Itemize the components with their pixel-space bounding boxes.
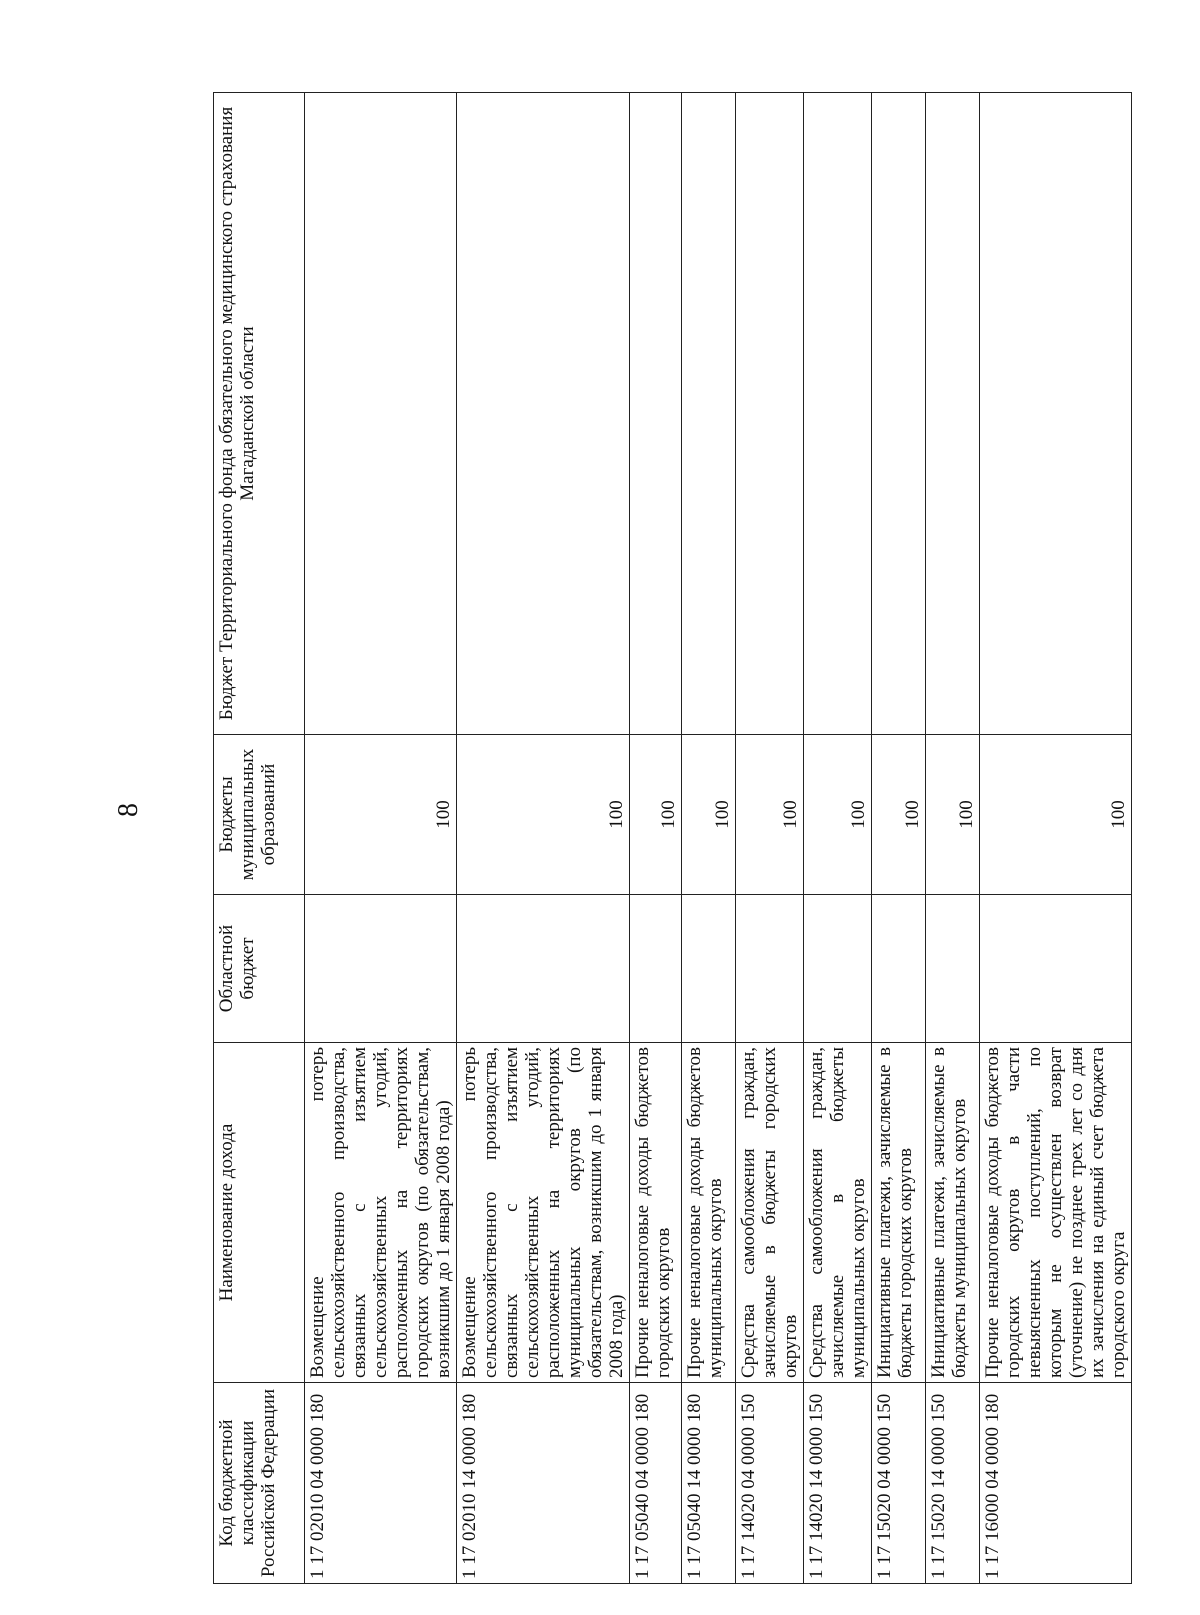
budget-code-cell: 1 17 14020 14 0000 150 (804, 1383, 872, 1584)
regional-budget-cell (872, 895, 926, 1043)
header-budget-code: Код бюджетной классификации Российской Федерации (214, 1383, 305, 1584)
table-row (630, 93, 682, 1584)
table-row (682, 93, 736, 1584)
table-row (926, 93, 980, 1584)
municipal-budget-cell: 100 (804, 735, 872, 895)
budget-code-cell: 1 17 05040 04 0000 180 (630, 1383, 682, 1584)
income-name-cell: Прочие неналоговые доходы бюджетов городских округов в части невыясненных поступлений, по которым не осуществлен возврат (уточнение) не позднее трех лет со дня их зачисления на единый счет бюджета городского округа (980, 1043, 1132, 1383)
income-name-cell: Прочие неналоговые доходы бюджетов муниципальных округов (682, 1043, 736, 1383)
tfoms-budget-cell (926, 93, 980, 735)
municipal-budget-cell: 100 (980, 735, 1132, 895)
income-name-cell: Средства самообложения граждан, зачисляемые в бюджеты городских округов (736, 1043, 804, 1383)
tfoms-budget-cell (872, 93, 926, 735)
income-name-cell: Возмещение потерь сельскохозяйственного производства, связанных с изъятием сельскохозяйственных угодий, расположенных на территориях муниципальных округов (по обязательствам, возникшим до 1 января 2008 года) (457, 1043, 630, 1383)
regional-budget-cell (926, 895, 980, 1043)
income-name-cell: Инициативные платежи, зачисляемые в бюджеты городских округов (872, 1043, 926, 1383)
income-name-cell: Прочие неналоговые доходы бюджетов городских округов (630, 1043, 682, 1383)
tfoms-budget-cell (457, 93, 630, 735)
tfoms-budget-cell (980, 93, 1132, 735)
budget-code-cell: 1 17 14020 04 0000 150 (736, 1383, 804, 1584)
budget-code-cell: 1 17 05040 14 0000 180 (682, 1383, 736, 1584)
municipal-budget-cell: 100 (872, 735, 926, 895)
municipal-budget-cell: 100 (682, 735, 736, 895)
budget-code-cell: 1 17 15020 14 0000 150 (926, 1383, 980, 1584)
regional-budget-cell (457, 895, 630, 1043)
table-header-row (214, 93, 305, 1584)
municipal-budget-cell: 100 (926, 735, 980, 895)
tfoms-budget-cell (804, 93, 872, 735)
regional-budget-cell (980, 895, 1132, 1043)
income-name-cell: Инициативные платежи, зачисляемые в бюджеты муниципальных округов (926, 1043, 980, 1383)
header-income-name: Наименование дохода (214, 1043, 305, 1383)
tfoms-budget-cell (736, 93, 804, 735)
regional-budget-cell (736, 895, 804, 1043)
municipal-budget-cell: 100 (457, 735, 630, 895)
budget-code-cell: 1 17 02010 04 0000 180 (305, 1383, 457, 1584)
income-distribution-table (213, 92, 1132, 1584)
regional-budget-cell (682, 895, 736, 1043)
income-name-cell: Возмещение потерь сельскохозяйственного производства, связанных с изъятием сельскохозяйственных угодий, расположенных на территориях городских округов (по обязательствам, возникшим до 1 января 2008 года) (305, 1043, 457, 1383)
table-row (305, 93, 457, 1584)
header-tfoms-budget: Бюджет Территориального фонда обязательного медицинского страхования Магаданской области (214, 93, 305, 735)
page-number: 8 (113, 803, 144, 817)
municipal-budget-cell: 100 (736, 735, 804, 895)
tfoms-budget-cell (305, 93, 457, 735)
regional-budget-cell (305, 895, 457, 1043)
header-regional-budget: Областной бюджет (214, 895, 305, 1043)
table-row (736, 93, 804, 1584)
income-name-cell: Средства самообложения граждан, зачисляемые в бюджеты муниципальных округов (804, 1043, 872, 1383)
budget-code-cell: 1 17 02010 14 0000 180 (457, 1383, 630, 1584)
tfoms-budget-cell (630, 93, 682, 735)
header-municipal-budgets: Бюджеты муниципальных образований (214, 735, 305, 895)
table-row (804, 93, 872, 1584)
table-row (980, 93, 1132, 1584)
income-distribution-table-wrapper (213, 93, 1129, 1584)
municipal-budget-cell: 100 (630, 735, 682, 895)
table-row (457, 93, 630, 1584)
budget-code-cell: 1 17 15020 04 0000 150 (872, 1383, 926, 1584)
regional-budget-cell (630, 895, 682, 1043)
table-row (872, 93, 926, 1584)
regional-budget-cell (804, 895, 872, 1043)
tfoms-budget-cell (682, 93, 736, 735)
municipal-budget-cell: 100 (305, 735, 457, 895)
budget-code-cell: 1 17 16000 04 0000 180 (980, 1383, 1132, 1584)
